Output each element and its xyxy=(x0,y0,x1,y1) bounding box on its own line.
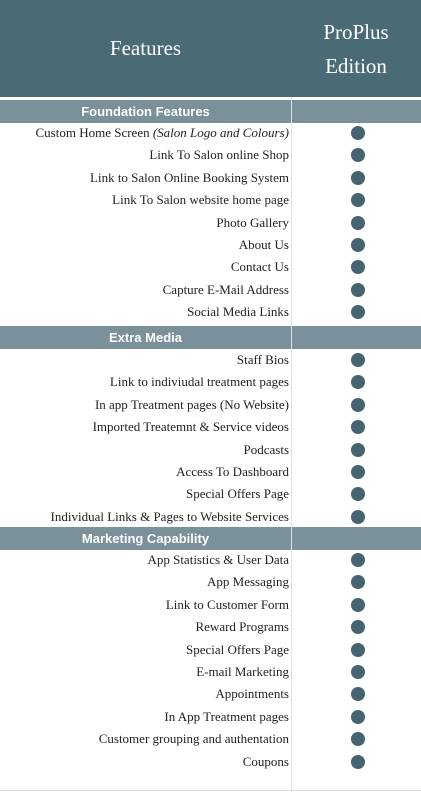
section-header xyxy=(0,326,421,349)
included-dot-icon xyxy=(351,148,365,162)
feature-row xyxy=(0,279,421,301)
feature-label-text: Appointments xyxy=(215,686,289,702)
feature-label-text: Individual Links & Pages to Website Services xyxy=(50,508,289,524)
feature-label-text: Custom Home Screen xyxy=(35,125,150,140)
feature-row xyxy=(0,234,421,256)
feature-label xyxy=(0,706,289,728)
feature-row xyxy=(0,371,421,393)
included-dot-icon xyxy=(351,305,365,319)
feature-label xyxy=(0,751,289,773)
included-dot-icon xyxy=(351,171,365,185)
included-dot-icon xyxy=(351,643,365,657)
feature-row xyxy=(0,439,421,461)
feature-label xyxy=(0,483,289,505)
feature-row xyxy=(0,416,421,438)
included-dot-icon xyxy=(351,443,365,457)
feature-label xyxy=(0,461,289,483)
feature-label xyxy=(0,661,289,683)
feature-label xyxy=(0,549,289,571)
feature-label-text: In app Treatment pages (No Website) xyxy=(94,396,289,412)
feature-label-text: Social Media Links xyxy=(187,304,289,320)
feature-label xyxy=(0,212,289,234)
feature-row xyxy=(0,167,421,189)
included-dot-icon xyxy=(351,510,365,524)
feature-label xyxy=(0,616,289,638)
included-dot-icon xyxy=(351,575,365,589)
section-header xyxy=(0,527,421,550)
feature-label-text: Link To Salon website home page xyxy=(112,192,289,208)
feature-row xyxy=(0,661,421,683)
feature-label-text: Staff Bios xyxy=(236,352,289,367)
feature-row xyxy=(0,256,421,278)
feature-label-text: In App Treatment pages xyxy=(164,708,289,724)
included-dot-icon xyxy=(351,665,365,679)
feature-label xyxy=(0,506,289,528)
feature-row xyxy=(0,189,421,211)
included-dot-icon xyxy=(351,553,365,567)
feature-label-text: Podcasts xyxy=(243,441,289,457)
included-dot-icon xyxy=(351,375,365,389)
feature-label-text: Customer grouping and authentation xyxy=(98,731,289,747)
included-dot-icon xyxy=(351,620,365,634)
included-dot-icon xyxy=(351,598,365,612)
included-dot-icon xyxy=(351,687,365,701)
features-column-header xyxy=(0,0,291,97)
feature-label-text: Photo Gallery xyxy=(216,214,289,230)
feature-label xyxy=(0,371,289,393)
included-dot-icon xyxy=(351,238,365,252)
feature-row xyxy=(0,639,421,661)
feature-label xyxy=(0,189,289,211)
feature-row xyxy=(0,706,421,728)
feature-row xyxy=(0,483,421,505)
feature-row xyxy=(0,394,421,416)
feature-row xyxy=(0,728,421,750)
feature-row xyxy=(0,571,421,593)
feature-row xyxy=(0,616,421,638)
feature-label-text: Contact Us xyxy=(230,259,289,275)
feature-label-text: App Messaging xyxy=(207,574,289,590)
feature-row xyxy=(0,751,421,773)
included-dot-icon xyxy=(351,216,365,230)
feature-row xyxy=(0,594,421,616)
feature-label-text: Capture E-Mail Address xyxy=(162,281,289,297)
feature-label-text: Coupons xyxy=(242,753,289,769)
feature-label xyxy=(0,728,289,750)
included-dot-icon xyxy=(351,283,365,297)
feature-label xyxy=(0,571,289,593)
included-dot-icon xyxy=(351,420,365,434)
feature-label-text: Reward Programs xyxy=(195,619,289,635)
feature-note: (Salon Logo and Colours) xyxy=(152,125,289,140)
feature-label xyxy=(0,234,289,256)
feature-label-text: Link To Salon online Shop xyxy=(149,147,289,163)
included-dot-icon xyxy=(351,126,365,140)
feature-label-text: Special Offers Page xyxy=(185,486,289,502)
section-title: Foundation Features xyxy=(81,104,210,119)
feature-label-text: Imported Treatemnt & Service videos xyxy=(92,419,289,435)
feature-label-text: E-mail Marketing xyxy=(196,664,289,679)
included-dot-icon xyxy=(351,353,365,367)
feature-row xyxy=(0,349,421,371)
feature-label-text: About Us xyxy=(238,237,289,252)
feature-label xyxy=(0,122,289,144)
feature-label-text: Access To Dashboard xyxy=(176,464,289,479)
feature-row xyxy=(0,461,421,483)
feature-label-text: App Statistics & User Data xyxy=(147,552,289,567)
included-dot-icon xyxy=(351,260,365,274)
feature-row xyxy=(0,683,421,705)
feature-label xyxy=(0,167,289,189)
features-header-label: Features xyxy=(109,36,182,60)
feature-row xyxy=(0,301,421,323)
included-dot-icon xyxy=(351,465,365,479)
feature-label xyxy=(0,144,289,166)
section-header xyxy=(0,100,421,123)
feature-label xyxy=(0,256,289,278)
feature-label-text: Special Offers Page xyxy=(185,641,289,657)
included-dot-icon xyxy=(351,710,365,724)
table-bottom-border xyxy=(0,790,421,791)
feature-label xyxy=(0,439,289,461)
feature-label xyxy=(0,279,289,301)
included-dot-icon xyxy=(351,755,365,769)
feature-label-text: Link to Salon Online Booking System xyxy=(90,169,289,185)
feature-label-text: Link to Customer Form xyxy=(165,596,289,612)
feature-row xyxy=(0,122,421,144)
feature-row xyxy=(0,549,421,571)
included-dot-icon xyxy=(351,193,365,207)
edition-header-label: ProPlus Edition xyxy=(323,19,389,78)
feature-label xyxy=(0,394,289,416)
included-dot-icon xyxy=(351,398,365,412)
included-dot-icon xyxy=(351,732,365,746)
feature-label xyxy=(0,683,289,705)
feature-label xyxy=(0,349,289,371)
feature-row xyxy=(0,506,421,528)
section-title: Extra Media xyxy=(109,330,182,345)
included-dot-icon xyxy=(351,487,365,501)
feature-label xyxy=(0,416,289,438)
feature-row xyxy=(0,212,421,234)
feature-label xyxy=(0,301,289,323)
section-title: Marketing Capability xyxy=(81,531,210,546)
feature-label-text: Link to indiviudal treatment pages xyxy=(109,374,289,390)
edition-column-header xyxy=(291,0,421,97)
feature-label xyxy=(0,594,289,616)
column-divider xyxy=(291,97,292,790)
feature-label xyxy=(0,639,289,661)
table-header xyxy=(0,0,421,97)
feature-row xyxy=(0,144,421,166)
